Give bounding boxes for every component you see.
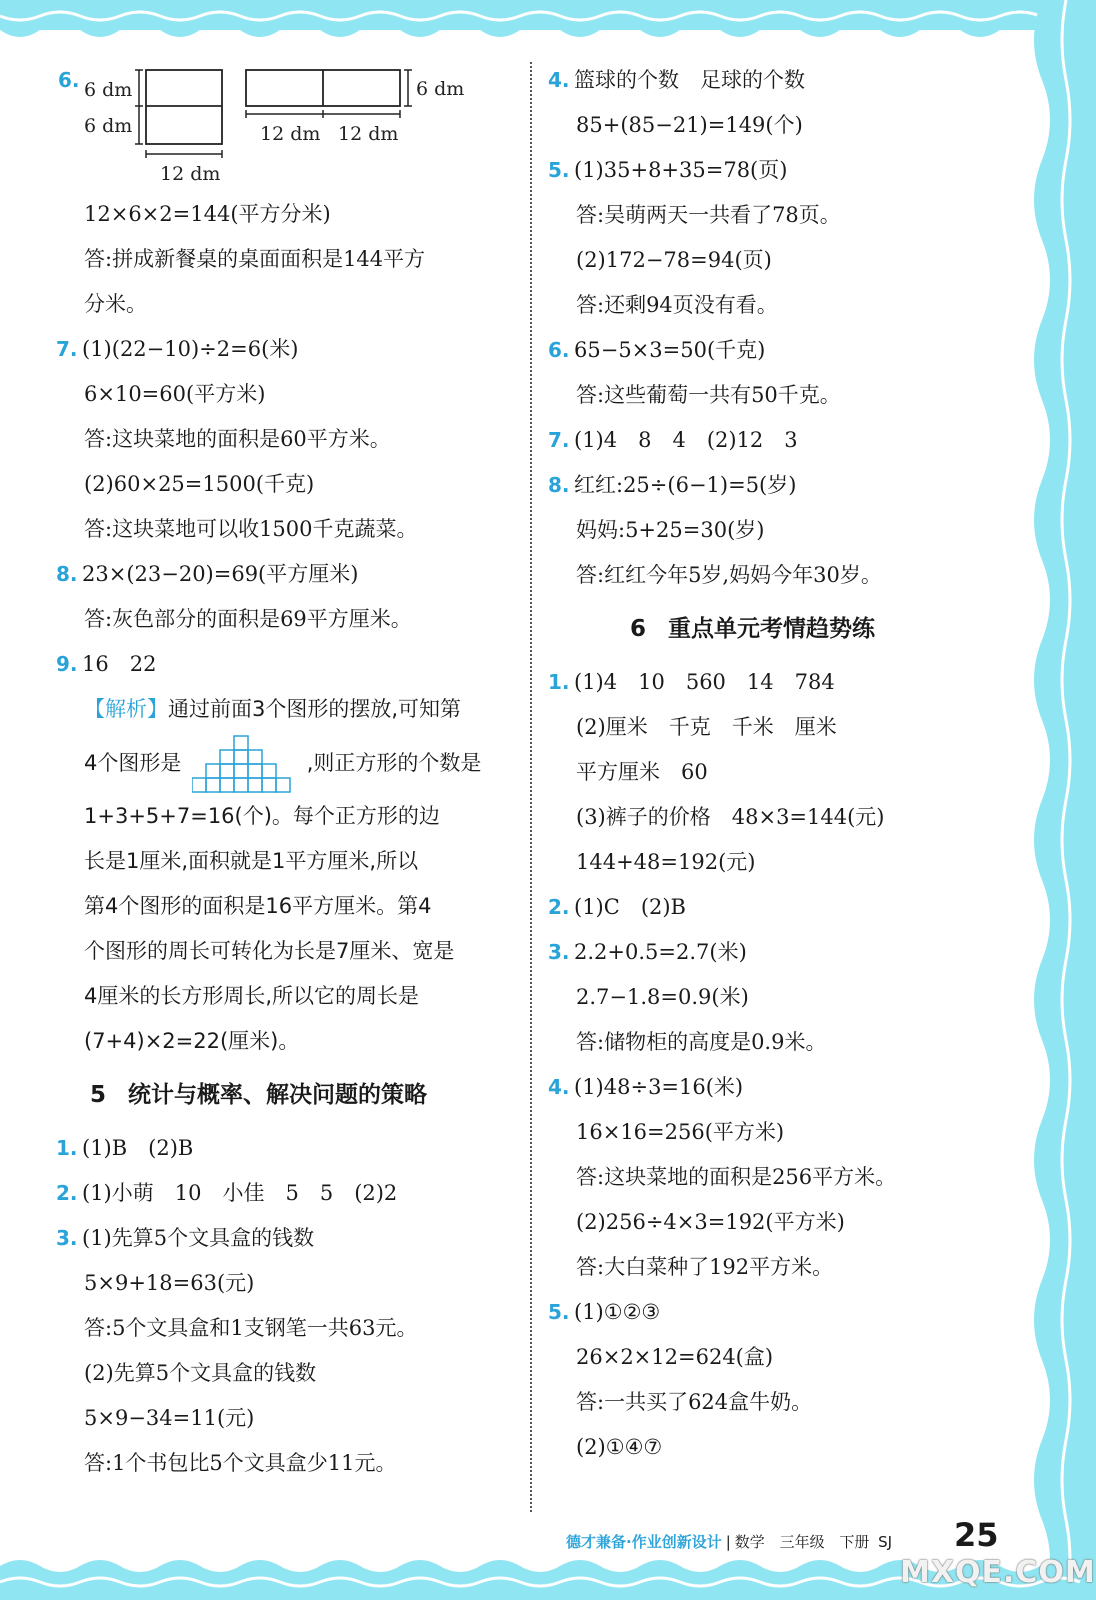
problem-number: 6.: [548, 338, 570, 362]
answer-line: (2)60×25=1500(千克): [84, 472, 315, 496]
left-column: [56, 192, 506, 1486]
problem-number: 1.: [548, 670, 570, 694]
page-number: 25: [954, 1516, 999, 1554]
problem-number: 2.: [548, 895, 570, 919]
wave-border-top: [0, 0, 1096, 46]
analysis-line: 4厘米的长方形周长,所以它的周长是: [84, 984, 420, 1008]
answer-line: 23×(23−20)=69(平方厘米): [82, 562, 359, 586]
dim-label: 6 dm: [84, 79, 133, 101]
problem-number: 1.: [56, 1136, 78, 1160]
staircase-figure: [192, 735, 296, 793]
answer-line: 答:大白菜种了192平方米。: [576, 1255, 834, 1279]
answer-line: 妈妈:5+25=30(岁): [576, 518, 765, 542]
dim-label: 6 dm: [416, 78, 465, 100]
problem-number: 6.: [58, 68, 80, 92]
answer-line: (1)(22−10)÷2=6(米): [82, 337, 299, 361]
answer-line: 答:一共买了624盒牛奶。: [576, 1390, 813, 1414]
problem-number: 3.: [56, 1226, 78, 1250]
section-heading-6: [548, 598, 1008, 660]
analysis-line: (7+4)×2=22(厘米)。: [84, 1029, 300, 1053]
problem6-diagram: [56, 60, 476, 190]
right-column: [548, 58, 1008, 1470]
problem-number: 8.: [56, 562, 78, 586]
answer-line: 65−5×3=50(千克): [574, 338, 766, 362]
section-number: 6: [630, 616, 647, 642]
answer-line: 12×6×2=144(平方分米): [84, 202, 331, 226]
answer-line: 答:还剩94页没有看。: [576, 293, 778, 317]
analysis-line: ,则正方形的个数是: [306, 751, 482, 775]
answer-line: (2)先算5个文具盒的钱数: [84, 1361, 317, 1385]
footer-edition: SJ: [878, 1533, 893, 1551]
page-footer: [566, 1528, 892, 1556]
answer-line: (1)先算5个文具盒的钱数: [82, 1226, 315, 1250]
answer-line: (2)172−78=94(页): [576, 248, 772, 272]
analysis-line: 第4个图形的面积是16平方厘米。第4: [84, 894, 432, 918]
footer-brand: 德才兼备·作业创新设计: [566, 1533, 722, 1551]
answer-line: (1)4 8 4 (2)12 3: [574, 428, 798, 452]
problem-number: 8.: [548, 473, 570, 497]
answer-line: 2.7−1.8=0.9(米): [576, 985, 749, 1009]
answer-line: (3)裤子的价格 48×3=144(元): [576, 805, 885, 829]
answer-line: 答:拼成新餐桌的桌面面积是144平方: [84, 247, 426, 271]
problem-number: 5.: [548, 1300, 570, 1324]
answer-line: (1)4 10 560 14 784: [574, 670, 835, 694]
dim-label: 6 dm: [84, 115, 133, 137]
answer-line: (2)①④⑦: [576, 1435, 663, 1459]
answer-line: (1)35+8+35=78(页): [574, 158, 788, 182]
problem-number: 3.: [548, 940, 570, 964]
answer-line: 分米。: [84, 292, 147, 316]
dim-label: 12 dm: [338, 123, 399, 145]
problem-number: 2.: [56, 1181, 78, 1205]
answer-line: 2.2+0.5=2.7(米): [574, 940, 747, 964]
analysis-line: 长是1厘米,面积就是1平方厘米,所以: [84, 849, 419, 873]
answer-line: 16 22: [82, 652, 157, 676]
problem-number: 7.: [548, 428, 570, 452]
problem-number: 4.: [548, 68, 570, 92]
dim-label: 12 dm: [160, 163, 221, 185]
answer-line: 85+(85−21)=149(个): [576, 113, 803, 137]
answer-line: (1)小萌 10 小佳 5 5 (2)2: [82, 1181, 398, 1205]
answer-line: 答:储物柜的高度是0.9米。: [576, 1030, 827, 1054]
section-title: 统计与概率、解决问题的策略: [128, 1082, 428, 1108]
answer-line: (1)①②③: [574, 1300, 661, 1324]
watermark: MXQE.COM: [900, 1555, 1096, 1590]
answer-line: 26×2×12=624(盒): [576, 1345, 774, 1369]
analysis-line: 1+3+5+7=16(个)。每个正方形的边: [84, 804, 440, 828]
answer-line: (1)48÷3=16(米): [574, 1075, 744, 1099]
problem-number: 7.: [56, 337, 78, 361]
problem-number: 4.: [548, 1075, 570, 1099]
answer-line: 篮球的个数 足球的个数: [574, 68, 805, 92]
footer-volume: 下册: [839, 1533, 870, 1551]
column-divider: [530, 62, 532, 1512]
answer-line: 5×9−34=11(元): [84, 1406, 255, 1430]
answer-line: (1)B (2)B: [82, 1136, 194, 1160]
answer-line: 答:这块菜地的面积是60平方米。: [84, 427, 391, 451]
section-number: 5: [90, 1082, 107, 1108]
rectangle-diagram: [56, 60, 476, 190]
answer-line: 答:这块菜地可以收1500千克蔬菜。: [84, 517, 418, 541]
section-title: 重点单元考情趋势练: [668, 616, 876, 642]
analysis-tag: 【解析】: [84, 697, 168, 721]
answer-line: 答:红红今年5岁,妈妈今年30岁。: [576, 563, 882, 587]
answer-line: (1)C (2)B: [574, 895, 686, 919]
answer-line: 答:1个书包比5个文具盒少11元。: [84, 1451, 397, 1475]
answer-line: 144+48=192(元): [576, 850, 756, 874]
problem-number: 5.: [548, 158, 570, 182]
answer-line: 6×10=60(平方米): [84, 382, 266, 406]
answer-line: 答:这些葡萄一共有50千克。: [576, 383, 841, 407]
dim-label: 12 dm: [260, 123, 321, 145]
answer-line: 16×16=256(平方米): [576, 1120, 785, 1144]
answer-line: (2)256÷4×3=192(平方米): [576, 1210, 845, 1234]
answer-line: 红红:25÷(6−1)=5(岁): [574, 473, 797, 497]
answer-line: (2)厘米 千克 千米 厘米: [576, 715, 837, 739]
footer-grade: 三年级: [779, 1533, 825, 1551]
analysis-line: 个图形的周长可转化为长是7厘米、宽是: [84, 939, 455, 963]
answer-line: 答:吴萌两天一共看了78页。: [576, 203, 841, 227]
answer-line: 5×9+18=63(元): [84, 1271, 255, 1295]
problem-number: 9.: [56, 652, 78, 676]
answer-line: 平方厘米 60: [576, 760, 708, 784]
answer-line: 答:这块菜地的面积是256平方米。: [576, 1165, 897, 1189]
footer-separator: |: [725, 1533, 731, 1551]
section-heading-5: [56, 1064, 506, 1126]
wave-border-right: [1022, 0, 1096, 1600]
answer-line: 答:灰色部分的面积是69平方厘米。: [84, 607, 412, 631]
analysis-line: 通过前面3个图形的摆放,可知第: [168, 697, 462, 721]
analysis-line: 4个图形是: [84, 751, 182, 775]
footer-subject: 数学: [734, 1533, 765, 1551]
answer-line: 答:5个文具盒和1支钢笔一共63元。: [84, 1316, 418, 1340]
